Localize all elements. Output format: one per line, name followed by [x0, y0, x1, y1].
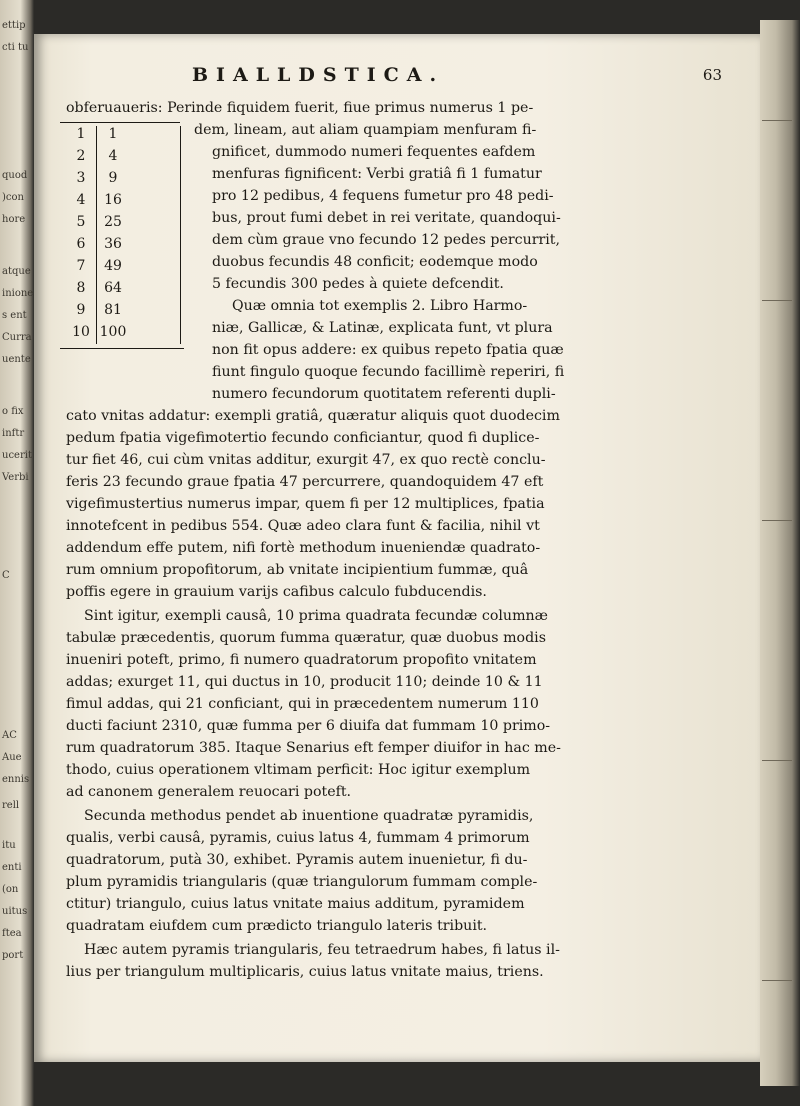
side-line: fiunt fingulo quoque fecundo facillimè reperiri, fi — [212, 364, 565, 380]
side-line: dem cùm graue vno fecundo 12 pedes percurrit, — [212, 232, 561, 248]
gutter-fragment: Aue — [2, 752, 22, 763]
body-line: Hæc autem pyramis triangularis, feu tetraedrum habes, fi latus il- — [84, 942, 560, 958]
body-line: innotefcent in pedibus 554. Quæ adeo clara funt & facilia, nihil vt — [66, 518, 540, 534]
table-cell-square: 100 — [99, 324, 127, 340]
body-line: ad canonem generalem reuocari poteft. — [66, 784, 352, 800]
body-line: Secunda methodus pendet ab inuentione quadratæ pyramidis, — [84, 808, 534, 824]
table-cell-n: 7 — [76, 258, 86, 274]
gutter-fragment: uente — [2, 354, 31, 365]
side-line: 5 fecundis 300 pedes à quiete defcendit. — [212, 276, 504, 292]
table-cell-square: 16 — [104, 192, 122, 208]
gutter-fragment: hore — [2, 214, 26, 225]
table-cell-square: 36 — [104, 236, 122, 252]
side-line: duobus fecundis 48 conficit; eodemque modo — [212, 254, 538, 270]
gutter-fragment: ucerit — [2, 450, 32, 461]
side-line: niæ, Gallicæ, & Latinæ, explicata funt, vt plura — [212, 320, 553, 336]
side-line: dem, lineam, aut aliam quampiam menfuram fi- — [194, 122, 537, 138]
running-header — [162, 64, 722, 90]
page-edge-stack — [760, 20, 800, 1086]
body-line: quadratam eiufdem cum prædicto triangulo lateris tribuit. — [66, 918, 488, 934]
page-edge-line — [762, 300, 792, 301]
body-line: rum omnium propofitorum, ab vnitate incipientium fummæ, quâ — [66, 562, 529, 578]
table-cell-n: 4 — [76, 192, 86, 208]
gutter-fragment: (on — [2, 884, 19, 895]
gutter-fragment: itu — [2, 840, 16, 851]
gutter-fragment: )con — [2, 192, 24, 203]
gutter-fragment: cti tu — [2, 42, 29, 53]
side-line: gnificet, dummodo numeri fequentes eafdem — [212, 144, 536, 160]
gutter-fragment: enti — [2, 862, 22, 873]
body-line: thodo, cuius operationem vltimam perficit: Hoc igitur exemplum — [66, 762, 531, 778]
body-line: feris 23 fecundo graue fpatia 47 percurrere, quandoquidem 47 eft — [66, 474, 544, 490]
table-cell-square: 25 — [104, 214, 122, 230]
body-line: tabulæ præcedentis, quorum fumma quæratur, quæ duobus modis — [66, 630, 546, 646]
body-line: plum pyramidis triangularis (quæ triangulorum fummam comple- — [66, 874, 538, 890]
body-line: inueniri poteft, primo, fi numero quadratorum propofito vnitatem — [66, 652, 537, 668]
page-edge-line — [762, 980, 792, 981]
body-line: cato vnitas addatur: exempli gratiâ, quæratur aliquis quot duodecim — [66, 408, 560, 424]
table-cell-n: 9 — [76, 302, 86, 318]
gutter-fragment: quod — [2, 170, 28, 181]
gutter-fragment: atque — [2, 266, 31, 277]
page-edge-line — [762, 760, 792, 761]
side-line: menfuras fignificent: Verbi gratiâ fi 1 fumatur — [212, 166, 542, 182]
gutter-fragment: Verbi — [2, 472, 29, 483]
table-cell-n: 1 — [76, 126, 86, 142]
table-right-border — [180, 126, 181, 344]
body-line: ctitur) triangulo, cuius latus vnitate maius additum, pyramidem — [66, 896, 525, 912]
gutter-fragment: o fix — [2, 406, 24, 417]
body-line: addendum effe putem, nifi fortè methodum inueniendæ quadrato- — [66, 540, 541, 556]
table-cell-n: 5 — [76, 214, 86, 230]
page-edge-line — [762, 520, 792, 521]
table-cell-n: 8 — [76, 280, 86, 296]
body-line: addas; exurget 11, qui ductus in 10, producit 110; deinde 10 & 11 — [66, 674, 543, 690]
gutter-fragment: uitus — [2, 906, 28, 917]
gutter-fragment: s ent — [2, 310, 27, 321]
body-line: lius per triangulum multiplicaris, cuius latus vnitate maius, triens. — [66, 964, 544, 980]
table-cell-square: 64 — [104, 280, 122, 296]
table-cell-square: 49 — [104, 258, 122, 274]
table-top-rule — [60, 122, 180, 123]
body-line: rum quadratorum 385. Itaque Senarius eft femper diuifor in hac me- — [66, 740, 561, 756]
table-bottom-rule — [60, 348, 184, 349]
table-divider — [96, 126, 97, 344]
body-line: vigefimustertius numerus impar, quem fi per 12 multiplices, fpatia — [66, 496, 545, 512]
intro-line: obferuaueris: Perinde fiquidem fuerit, fiue primus numerus 1 pe- — [66, 100, 534, 116]
table-cell-n: 2 — [76, 148, 86, 164]
gutter-fragment: inftr — [2, 428, 25, 439]
body-line: Sint igitur, exempli causâ, 10 prima quadrata fecundæ columnæ — [84, 608, 548, 624]
body-line: tur fiet 46, cui cùm vnitas additur, exurgit 47, ex quo rectè conclu- — [66, 452, 546, 468]
body-line: pedum fpatia vigefimotertio fecundo conficiantur, quod fi duplice- — [66, 430, 540, 446]
side-line: bus, prout fumi debet in rei veritate, quandoqui- — [212, 210, 561, 226]
gutter-fragment: ftea — [2, 928, 22, 939]
gutter-fragment: ettip — [2, 20, 26, 31]
table-cell-n: 3 — [76, 170, 86, 186]
page-edge-line — [762, 120, 792, 121]
gutter-fragment: ennis — [2, 774, 30, 785]
facing-page-fragments — [0, 0, 34, 1106]
table-cell-square: 4 — [108, 148, 118, 164]
gutter-fragment: inione — [2, 288, 34, 299]
gutter-fragment: AC — [2, 730, 17, 741]
side-line: pro 12 pedibus, 4 fequens fumetur pro 48 pedi- — [212, 188, 554, 204]
table-cell-n: 6 — [76, 236, 86, 252]
gutter-fragment: C — [2, 570, 10, 581]
body-line: fimul addas, qui 21 conficiant, qui in præcedentem numerum 110 — [66, 696, 539, 712]
body-line: numero fecundorum quotitatem referenti dupli- — [212, 386, 556, 402]
gutter-fragment: Curra — [2, 332, 32, 343]
table-cell-square: 1 — [108, 126, 118, 142]
running-title: BIALLDSTICA. — [192, 64, 445, 86]
gutter-fragment: rell — [2, 800, 20, 811]
table-cell-square: 81 — [104, 302, 122, 318]
squares-table — [60, 122, 184, 350]
body-line: ducti faciunt 2310, quæ fumma per 6 diuifa dat fummam 10 primo- — [66, 718, 551, 734]
page-number: 63 — [702, 66, 722, 84]
side-line: non fit opus addere: ex quibus repeto fpatia quæ — [212, 342, 564, 358]
body-line: poffis egere in grauium varijs cafibus calculo fubducendis. — [66, 584, 487, 600]
body-line: quadratorum, putà 30, exhibet. Pyramis autem inuenietur, fi du- — [66, 852, 528, 868]
table-cell-n: 10 — [72, 324, 90, 340]
body-line: qualis, verbi causâ, pyramis, cuius latus 4, fummam 4 primorum — [66, 830, 530, 846]
table-cell-square: 9 — [108, 170, 118, 186]
side-line: Quæ omnia tot exemplis 2. Libro Harmo- — [232, 298, 528, 314]
gutter-fragment: port — [2, 950, 24, 961]
